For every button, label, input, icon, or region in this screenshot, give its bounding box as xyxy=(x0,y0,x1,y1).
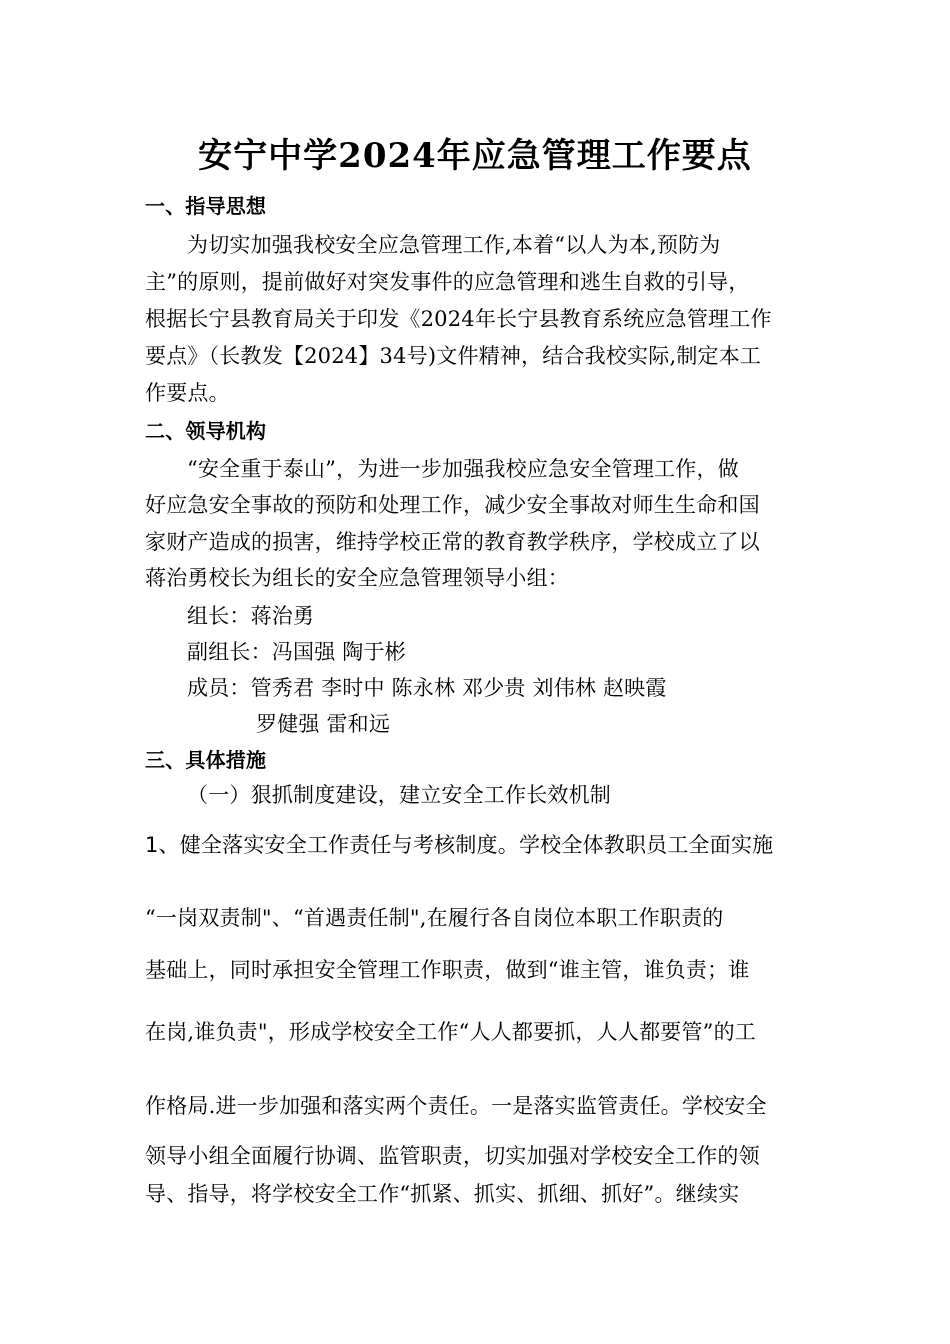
document-title: 安宁中学2024年应急管理工作要点 xyxy=(198,136,752,176)
paragraph-line: 1、健全落实安全工作责任与考核制度。学校全体教职员工全面实施 xyxy=(145,833,774,857)
paragraph-line: 导、指导，将学校安全工作“抓紧、抓实、抓细、抓好”。继续实 xyxy=(145,1182,740,1206)
section-heading-leadership: 二、领导机构 xyxy=(145,419,267,443)
members-line-continued: 罗健强 雷和远 xyxy=(256,712,391,736)
paragraph-line: 要点》（长教发【2024】34号)文件精神，结合我校实际,制定本工 xyxy=(145,344,762,368)
paragraph-line: 为切实加强我校安全应急管理工作,本着“以人为本,预防为 xyxy=(187,233,721,257)
paragraph-line: 好应急安全事故的预防和处理工作，减少安全事故对师生生命和国 xyxy=(145,493,760,517)
paragraph-line: 蒋治勇校长为组长的安全应急管理领导小组： xyxy=(145,566,569,590)
section-heading-measures: 三、具体措施 xyxy=(145,748,267,772)
deputy-leader-line: 副组长：冯国强 陶于彬 xyxy=(187,640,406,664)
paragraph-line: 基础上，同时承担安全管理工作职责，做到“谁主管，谁负责；谁 xyxy=(145,958,750,982)
paragraph-line: 主”的原则，提前做好对突发事件的应急管理和逃生自救的引导， xyxy=(145,270,750,294)
paragraph-line: 领导小组全面履行协调、监管职责，切实加强对学校安全工作的领 xyxy=(145,1144,760,1168)
paragraph-line: “一岗双责制"、“首遇责任制",在履行各自岗位本职工作职责的 xyxy=(145,906,724,930)
paragraph-line: 在岗,谁负责"，形成学校安全工作“人人都要抓，人人都要管”的工 xyxy=(145,1020,757,1044)
subheading-system-building: （一）狠抓制度建设，建立安全工作长效机制 xyxy=(187,783,611,807)
paragraph-line: 作格局.进一步加强和落实两个责任。一是落实监管责任。学校安全 xyxy=(145,1094,767,1118)
section-heading-guiding-ideology: 一、指导思想 xyxy=(145,194,267,218)
leader-line: 组长：蒋治勇 xyxy=(187,604,315,628)
paragraph-line: 根据长宁县教育局关于印发《2024年长宁县教育系统应急管理工作 xyxy=(145,307,772,331)
members-line: 成员：管秀君 李时中 陈永林 邓少贵 刘伟林 赵映霞 xyxy=(187,676,667,700)
paragraph-line: 家财产造成的损害，维持学校正常的教育教学秩序，学校成立了以 xyxy=(145,530,760,554)
paragraph-line: “安全重于泰山”，为进一步加强我校应急安全管理工作，做 xyxy=(187,457,739,481)
paragraph-line: 作要点。 xyxy=(145,381,230,405)
